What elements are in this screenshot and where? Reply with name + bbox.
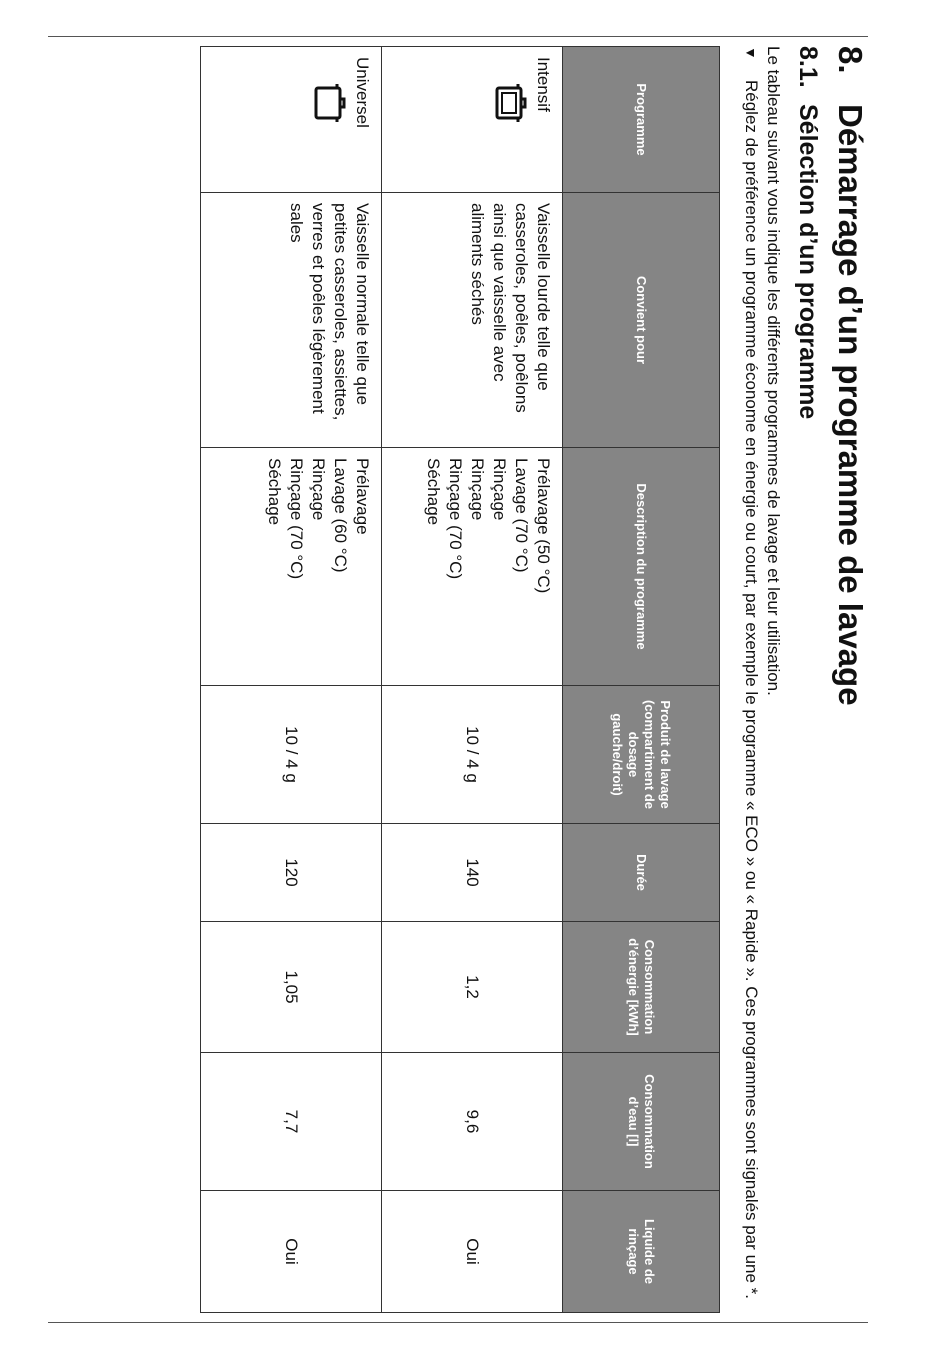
top-rule — [48, 36, 868, 37]
header-detergent: Produit de lavage (compartiment de dosage gauche/droit) — [563, 686, 720, 824]
step-line: Séchage — [265, 458, 284, 526]
step-line: Rinçage (70 °C) — [446, 458, 465, 580]
table-header-row — [563, 47, 720, 1313]
program-name: Universel — [353, 57, 372, 128]
section-heading — [830, 46, 870, 1312]
step-line: Prélavage (50 °C) — [534, 458, 553, 594]
energy-cell: 1,05 — [201, 922, 382, 1053]
subsection-title: Sélection d’un programme — [794, 104, 822, 420]
water-cell: 7,7 — [201, 1053, 382, 1191]
header-suitable-for: Convient pour — [563, 193, 720, 448]
bottom-rule — [48, 1322, 868, 1323]
program-table — [200, 46, 720, 1313]
section-number: 8. — [832, 46, 869, 74]
rotated-page-content — [150, 46, 870, 1312]
intensive-pot-icon — [494, 83, 528, 123]
bullet-text: Réglez de préférence un programme économe en énergie ou court, par exemple le programme « ECO » ou « Rapide ». Ces programmes sont signalés par une *. — [742, 80, 761, 1299]
universal-pot-icon — [313, 83, 347, 123]
program-name: Intensif — [534, 57, 553, 112]
intro-paragraph: Le tableau suivant vous indique les différents programmes de lavage et leur utilisation. — [764, 46, 783, 696]
step-line: Rinçage — [309, 458, 328, 521]
program-cell — [201, 47, 382, 193]
detergent-cell: 10 / 4 g — [382, 686, 563, 824]
table-row — [201, 47, 382, 1313]
suitable-cell: Vaisselle lourde telle que casseroles, poêles, poêlons ainsi que vaisselle avec aliments séchés — [382, 193, 563, 448]
step-line: Rinçage — [490, 458, 509, 521]
subsection-number: 8.1. — [794, 46, 822, 88]
header-energy: Consommation d’énergie [kWh] — [563, 922, 720, 1053]
table-row — [382, 47, 563, 1313]
header-water: Consommation d’eau [l] — [563, 1053, 720, 1191]
bullet-paragraph — [740, 46, 762, 1312]
bullet-triangle-icon: ▼ — [743, 46, 759, 60]
step-line: Lavage (60 °C) — [331, 458, 350, 573]
subsection-heading — [792, 46, 824, 1312]
step-line: Lavage (70 °C) — [512, 458, 531, 573]
header-programme: Programme — [563, 47, 720, 193]
rinse-aid-cell: Oui — [201, 1191, 382, 1313]
step-line: Rinçage (70 °C) — [287, 458, 306, 580]
header-duration: Durée — [563, 824, 720, 922]
duration-cell: 140 — [382, 824, 563, 922]
energy-cell: 1,2 — [382, 922, 563, 1053]
step-line: Séchage — [424, 458, 443, 526]
detergent-cell: 10 / 4 g — [201, 686, 382, 824]
suitable-cell: Vaisselle normale telle que petites casseroles, assiettes, verres et poêles légèrement sales — [201, 193, 382, 448]
water-cell: 9,6 — [382, 1053, 563, 1191]
section-title: Démarrage d’un programme de lavage — [832, 104, 869, 706]
program-cell — [382, 47, 563, 193]
steps-cell — [201, 448, 382, 686]
steps-cell — [382, 448, 563, 686]
duration-cell: 120 — [201, 824, 382, 922]
header-description: Description du programme — [563, 448, 720, 686]
step-line: Rinçage — [468, 458, 487, 521]
header-rinse-aid: Liquide de rinçage — [563, 1191, 720, 1313]
rinse-aid-cell: Oui — [382, 1191, 563, 1313]
step-line: Prélavage — [353, 458, 372, 535]
